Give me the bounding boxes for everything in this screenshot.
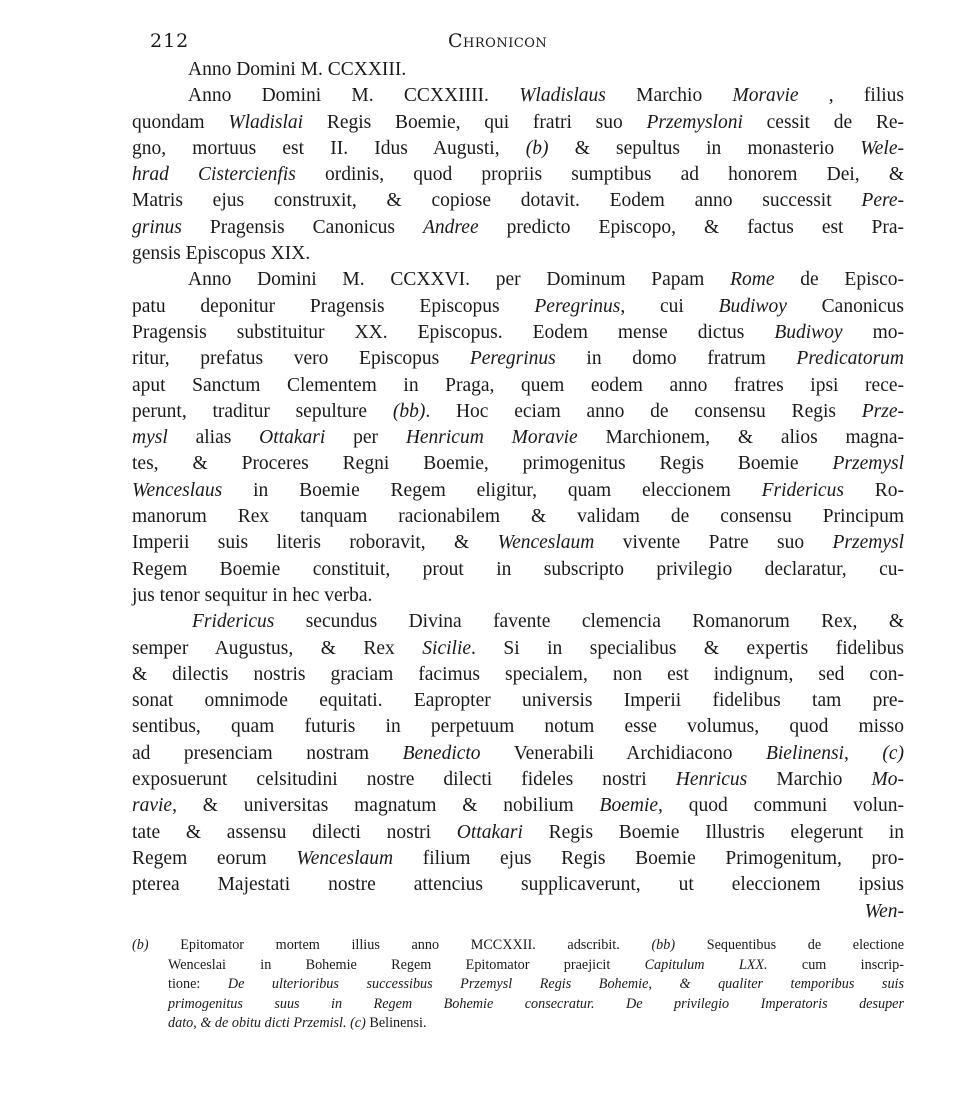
italic-text: dato: [168, 1015, 194, 1032]
italic-text: Benedicto: [402, 742, 481, 764]
footnotes: [132, 936, 904, 1034]
text-line: Matris ejus construxit, & copiose dotavit. Eodem anno successit Pere-: [132, 190, 904, 212]
italic-text: Wele-: [860, 137, 904, 159]
italic-text: primogenitus suus in Regem Bohemie consecratur. De privilegio Imperatoris desuper: [168, 995, 904, 1012]
italic-text: (b): [132, 937, 149, 953]
page-number: 212: [150, 30, 190, 52]
italic-text: (b): [525, 137, 549, 159]
italic-text: Wladislai: [228, 111, 304, 133]
text-line: sonat omnimode equitati. Eapropter universis Imperii fidelibus tam pre-: [132, 690, 904, 712]
text-line: exposuerunt celsitudini nostre dilecti fideles nostri Henricus Marchio Mo-: [132, 769, 904, 791]
text-line: mysl alias Ottakari per Henricum Moravie Marchionem, & alios magna-: [132, 427, 904, 449]
italic-text: Wladislaus: [519, 85, 606, 107]
footnote-line: tione: De ulterioribus successibus Przemysl Regis Bohemie, & qualiter temporibus suis: [168, 976, 904, 993]
text-line: gno, mortuus est II. Idus Augusti, (b) & sepultus in monasterio Wele-: [132, 137, 904, 159]
footnote-line: (b) Epitomator mortem illius anno MCCXXII. adscribit. (bb) Sequentibus de electione: [132, 937, 904, 953]
text-line: Regem Boemie constituit, prout in subscripto privilegio declaratur, cu-: [132, 558, 904, 580]
italic-text: hrad Cistercienfis: [132, 164, 296, 186]
italic-text: Przemysl: [832, 532, 904, 554]
text-line: ad presenciam nostram Benedicto Venerabili Archidiacono Bielinensi, (c): [132, 742, 905, 764]
italic-text: Predicatorum: [796, 348, 904, 370]
italic-text: Przemysloni: [646, 111, 743, 133]
italic-text: Moravie: [732, 85, 799, 107]
italic-text: Andree: [423, 216, 479, 238]
text-line: aput Sanctum Clementem in Praga, quem eodem anno fratres ipsi rece-: [132, 374, 904, 396]
italic-text: Pere-: [861, 190, 904, 212]
catchword: [132, 899, 904, 925]
italic-text: mysl: [132, 427, 168, 449]
footnote-line: [132, 995, 904, 1015]
italic-text: grinus: [132, 216, 182, 238]
text-line: ritur, prefatus vero Episcopus Peregrinus in domo fratrum Predicatorum: [132, 348, 904, 370]
italic-text: Henricus: [675, 769, 748, 791]
italic-text: Budiwoy: [718, 295, 787, 317]
italic-text: & de obitu dicti Przemisl.: [200, 1015, 347, 1032]
italic-text: Wenceslaum: [497, 532, 595, 554]
italic-text: Boemie: [599, 795, 659, 817]
italic-text: (c): [882, 742, 905, 764]
italic-text: Ottakari: [456, 821, 523, 843]
italic-text: Wenceslaum: [296, 847, 394, 869]
italic-text: Bielinensi: [765, 742, 844, 764]
italic-text: De ulterioribus successibus Przemysl Regis Bohemie: [227, 976, 649, 993]
italic-text: Ottakari: [259, 427, 326, 449]
text-line: pterea Majestati nostre attencius supplicaverunt, ut eleccionem ipsius: [132, 874, 904, 896]
text-line: Pragensis substituitur XX. Episcopus. Eodem mense dictus Budiwoy mo-: [132, 321, 904, 343]
italic-text: Peregrinus: [469, 348, 556, 370]
text-line: Regem eorum Wenceslaum filium ejus Regis Boemie Primogenitum, pro-: [132, 847, 904, 869]
text-line: Anno Domini M. CCXXIII.: [188, 59, 407, 80]
italic-text: Rome: [730, 269, 775, 291]
text-line: quondam Wladislai Regis Boemie, qui fratri suo Przemysloni cessit de Re-: [132, 111, 904, 133]
text-line: Anno Domini M. CCXXVI. per Dominum Papam Rome de Episco-: [188, 269, 904, 291]
text-line: gensis Episcopus XIX.: [132, 243, 311, 265]
italic-text: Wenceslaus: [132, 479, 223, 501]
footnote-line: dato, & de obitu dicti Przemisl. (c) Belinensi.: [168, 1015, 427, 1032]
italic-text: (bb): [392, 400, 426, 422]
italic-text: Budiwoy: [774, 321, 843, 343]
text-line: sentibus, quam futuris in perpetuum notum esse volumus, quod misso: [132, 716, 904, 738]
italic-text: Wen-: [864, 900, 904, 922]
text-line: ravie, & universitas magnatum & nobilium Boemie, quod communi volun-: [132, 795, 904, 817]
italic-text: Przemysl: [832, 453, 904, 475]
italic-text: (bb): [651, 937, 676, 953]
text-line: tate & assensu dilecti nostri Ottakari Regis Boemie Illustris elegerunt in: [132, 821, 904, 843]
italic-text: Fridericus: [761, 479, 844, 501]
italic-text: & qualiter temporibus suis: [679, 976, 904, 993]
text-line: perunt, traditur sepulture (bb). Hoc eciam anno de consensu Regis Prze-: [132, 400, 904, 422]
text-line: Fridericus secundus Divina favente clemencia Romanorum Rex, &: [192, 611, 904, 633]
italic-text: (c): [350, 1015, 366, 1032]
text-line: tes, & Proceres Regni Boemie, primogenitus Regis Boemie Przemysl: [132, 453, 904, 475]
text-line: grinus Pragensis Canonicus Andree predicto Episcopo, & factus est Pra-: [132, 216, 904, 238]
text-line: Imperii suis literis roboravit, & Wenceslaum vivente Patre suo Przemysl: [132, 532, 904, 554]
italic-text: Prze-: [861, 400, 904, 422]
text-line: Wenceslaus in Boemie Regem eligitur, quam eleccionem Fridericus Ro-: [132, 479, 904, 501]
italic-text: Mo-: [871, 769, 904, 791]
running-head: Chronicon: [448, 30, 548, 52]
text-line: patu deponitur Pragensis Episcopus Peregrinus, cui Budiwoy Canonicus: [132, 295, 904, 317]
italic-text: Fridericus: [192, 611, 275, 633]
italic-text: Capitulum LXX.: [644, 956, 768, 973]
italic-text: Sicilie: [422, 637, 472, 659]
text-line: hrad Cistercienfis ordinis, quod propriis sumptibus ad honorem Dei, &: [132, 164, 904, 186]
italic-text: Henricum Moravie: [405, 427, 578, 449]
italic-text: Peregrinus: [534, 295, 621, 317]
text-line: & dilectis nostris graciam facimus specialem, non est indignum, sed con-: [132, 663, 904, 685]
text-line: jus tenor sequitur in hec verba.: [132, 584, 373, 606]
text-line: semper Augustus, & Rex Sicilie. Si in specialibus & expertis fidelibus: [132, 637, 904, 659]
text-line: manorum Rex tanquam racionabilem & validam de consensu Principum: [132, 506, 904, 528]
text-line: Anno Domini M. CCXXIIII. Wladislaus Marchio Moravie , filius: [188, 85, 904, 107]
italic-text: ravie: [132, 795, 173, 817]
footnote-line: Wenceslai in Bohemie Regem Epitomator praejicit Capitulum LXX. cum inscrip-: [168, 956, 904, 973]
main-text: [132, 57, 904, 925]
